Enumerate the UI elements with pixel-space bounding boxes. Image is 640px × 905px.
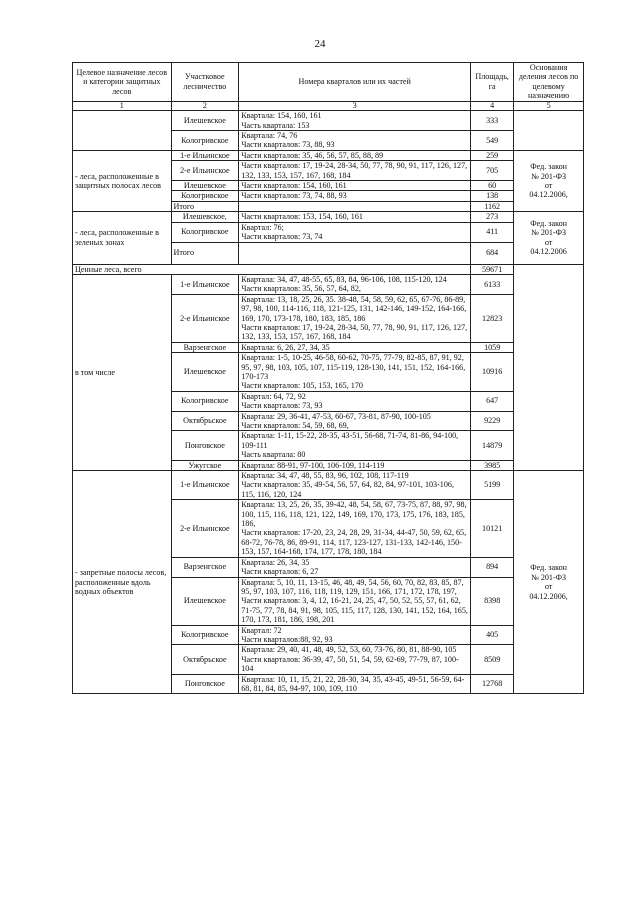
table-row-valuable-total <box>73 264 584 274</box>
forestry-cell: Илешевское <box>171 181 239 191</box>
category-cell: - леса, расположенные в зеленых зонах <box>73 212 172 264</box>
total-label: Итого <box>171 201 239 211</box>
quarters-cell: Части кварталов: 17, 19-24, 28-34, 50, 77, 78, 90, 91, 117, 126, 127, 132, 133, 153, 157, 167, 168, 184 <box>239 161 471 181</box>
forestry-cell: 1-е Ильинское <box>171 150 239 160</box>
header-forestry: Участковое лесничество <box>171 63 239 102</box>
basis-line: Фед. закон <box>530 162 567 172</box>
area-cell: 5199 <box>471 471 514 500</box>
table-row <box>73 471 584 500</box>
column-index-row <box>73 101 584 111</box>
quarters-cell <box>239 111 471 131</box>
forestry-cell: Илешевское <box>171 111 239 131</box>
area-cell: 405 <box>471 625 514 645</box>
quarters-line: Части кварталов: 73, 93 <box>241 401 323 411</box>
area-cell: 138 <box>471 191 514 201</box>
quarters-cell <box>239 391 471 411</box>
forestry-cell: Понговское <box>171 674 239 694</box>
basis-line: Фед. закон <box>530 219 567 229</box>
area-cell: 411 <box>471 222 514 242</box>
category-cell: - леса, расположенные в защитных полосах лесов <box>73 150 172 211</box>
quarters-cell <box>239 557 471 577</box>
quarters-cell <box>239 353 471 392</box>
table-row <box>73 150 584 160</box>
basis-line: 04.12.2006, <box>529 591 568 601</box>
column-index: 2 <box>171 101 239 111</box>
quarters-cell <box>239 625 471 645</box>
category-cell: - запретные полосы лесов, расположенные вдоль водных объектов <box>73 471 172 694</box>
quarters-line: Части кварталов: 3, 4, 12, 16-21, 24, 25, 47, 50, 52, 55, 57, 61, 62, 71-75, 77, 78, 84, 91, 98, 105, 115, 117, 128, 130, 141, 152, 164, 165, 170, 173, 181, 186, 198, 201 <box>241 596 468 625</box>
quarters-line: Части кварталов: 35, 56, 57, 64, 82, <box>241 284 361 294</box>
quarters-cell: Части кварталов: 154, 160, 161 <box>239 181 471 191</box>
page-number: 24 <box>314 38 326 50</box>
quarters-line: Квартала: 1-5, 10-25, 46-58, 60-62, 70-75, 77-79, 82-85, 87, 91, 92, 95, 97, 98, 103, 105, 107, 115-119, 128-130, 141, 151, 152, 164-166, 170-173 <box>241 353 466 381</box>
forestry-cell: Илешевское <box>171 353 239 392</box>
table-row <box>73 111 584 131</box>
basis-line: от <box>544 237 553 247</box>
quarters-line: Квартала: 13, 18, 25, 26, 35. 38-48, 54, 58, 59, 62, 65, 67-76, 86-89, 97, 98, 100, 114-116, 118, 121-125, 131, 142-146, 149-152, 164-166, 169, 170, 173-178, 180, 183, 185, 186 <box>241 294 467 323</box>
column-index: 5 <box>514 101 584 111</box>
basis-line: № 201-ФЗ <box>531 572 567 582</box>
area-cell: 8509 <box>471 645 514 674</box>
area-cell: 14879 <box>471 431 514 460</box>
forestry-cell: Кологривское <box>171 191 239 201</box>
forestry-cell: Илешевское <box>171 577 239 625</box>
category-cell: в том числе <box>73 274 172 470</box>
basis-line: № 201-ФЗ <box>531 171 567 181</box>
quarters-cell <box>239 411 471 431</box>
quarters-line: Части кварталов: 73, 88, 93 <box>241 140 335 150</box>
quarters-line: Части кварталов: 6, 27 <box>241 567 319 577</box>
quarters-cell: Части кварталов: 35, 46, 56, 57, 85, 88, 89 <box>239 150 471 160</box>
area-cell: 273 <box>471 212 514 222</box>
total-area: 684 <box>471 242 514 264</box>
table-row <box>73 212 584 222</box>
header-purpose: Целевое назначение лесов и категории защитных лесов <box>73 63 172 102</box>
quarters-cell <box>239 274 471 294</box>
quarters-cell: Части кварталов: 73, 74, 88, 93 <box>239 191 471 201</box>
forestry-cell: Понговское <box>171 431 239 460</box>
quarters-cell: Части кварталов: 153, 154, 160, 161 <box>239 212 471 222</box>
forestry-cell: Октябрьское <box>171 411 239 431</box>
quarters-cell: Квартала: 10, 11, 15, 21, 22, 28-30, 34, 35, 43-45, 49-51, 56-59, 64-68, 81, 84, 85, 94-97, 100, 109, 110 <box>239 674 471 694</box>
area-cell: 8398 <box>471 577 514 625</box>
quarters-line: Части кварталов: 35, 49-54, 56, 57, 64, 82, 84, 97-101, 103-106, 115, 116, 120, 124 <box>241 480 454 499</box>
quarters-line: Квартала: 26, 34, 35 <box>241 557 310 567</box>
quarters-line: Части кварталов:88, 92, 93 <box>241 634 333 644</box>
forestry-cell: Кологривское <box>171 391 239 411</box>
area-cell: 9229 <box>471 411 514 431</box>
forestry-cell: Варзенгское <box>171 557 239 577</box>
basis-line: 04.12.2006, <box>529 190 568 200</box>
quarters-line: Квартал: 76; <box>241 222 284 232</box>
basis-cell-empty <box>514 264 584 471</box>
forestry-cell: 1-е Ильинское <box>171 471 239 500</box>
area-cell: 259 <box>471 150 514 160</box>
quarters-line: Часть квартала: 80 <box>241 450 306 460</box>
column-index: 3 <box>239 101 471 111</box>
valuable-total-area: 59671 <box>471 264 514 274</box>
basis-cell <box>514 212 584 264</box>
area-cell: 333 <box>471 111 514 131</box>
basis-cell <box>514 471 584 694</box>
quarters-line: Квартала: 5, 10, 11, 13-15, 46, 48, 49, 54, 56, 60, 70, 82, 83, 85, 87, 95, 97, 103, 107, 116, 118, 119, 129, 151, 166, 171, 172, 178, 197, <box>241 577 464 596</box>
header-quarters: Номера кварталов или их частей <box>239 63 471 102</box>
column-index: 4 <box>471 101 514 111</box>
forestry-cell: 2-е Ильинское <box>171 161 239 181</box>
area-cell: 10121 <box>471 500 514 557</box>
quarters-cell <box>239 222 471 242</box>
basis-cell <box>514 150 584 211</box>
quarters-line: Квартала: 34, 47, 48-55, 65, 83, 84, 96-106, 108, 115-120, 124 <box>241 274 447 284</box>
quarters-cell: Квартала: 6, 26, 27, 34, 35 <box>239 342 471 352</box>
quarters-cell-empty <box>239 201 471 211</box>
basis-line: от <box>544 582 553 592</box>
quarters-line: Квартала: 34, 47, 48, 55, 83, 96, 102, 108, 117-119 <box>241 471 409 481</box>
forestry-cell: Ужугское <box>171 460 239 470</box>
area-cell: 647 <box>471 391 514 411</box>
area-cell: 1059 <box>471 342 514 352</box>
quarters-line: Части кварталов: 73, 74 <box>241 232 323 242</box>
area-cell: 3985 <box>471 460 514 470</box>
quarters-line: Квартала: 29, 36-41, 47-53, 60-67, 73-81, 87-90, 100-105 <box>241 411 431 421</box>
forestry-cell: Кологривское <box>171 222 239 242</box>
quarters-cell: Квартала: 88-91, 97-100, 106-109, 114-119 <box>239 460 471 470</box>
table-header-row <box>73 63 584 102</box>
column-index: 1 <box>73 101 172 111</box>
forestry-cell: 2-е Ильинское <box>171 500 239 557</box>
total-area: 1162 <box>471 201 514 211</box>
quarters-line: Квартала: 154, 160, 161 <box>241 111 322 121</box>
area-cell: 60 <box>471 181 514 191</box>
quarters-cell <box>239 577 471 625</box>
basis-line: Фед. закон <box>530 563 567 573</box>
table-row <box>73 274 584 294</box>
area-cell: 549 <box>471 131 514 151</box>
quarters-line: Части кварталов: 36-39, 47, 50, 51, 54, 59, 62-69, 77-79, 87, 100-104 <box>241 654 459 674</box>
area-cell: 10916 <box>471 353 514 392</box>
forest-purpose-table <box>72 62 584 694</box>
quarters-line: Квартал: 72 <box>241 625 282 635</box>
quarters-line: Квартала: 29, 40, 41, 48, 49, 52, 53, 60, 73-76, 80, 81, 88-90, 105 <box>241 645 457 655</box>
quarters-line: Части кварталов: 105, 153, 165, 170 <box>241 381 363 391</box>
forestry-cell: Варзенгское <box>171 342 239 352</box>
area-cell: 894 <box>471 557 514 577</box>
quarters-cell <box>239 294 471 342</box>
forestry-cell: Кологривское <box>171 625 239 645</box>
quarters-cell <box>239 645 471 674</box>
area-cell: 6133 <box>471 274 514 294</box>
quarters-cell <box>239 431 471 460</box>
basis-line: № 201-ФЗ <box>531 228 567 238</box>
area-cell: 12823 <box>471 294 514 342</box>
quarters-cell <box>239 471 471 500</box>
quarters-line: Части кварталов: 17-20, 23, 24, 28, 29, 31-34, 44-47, 50, 59, 62, 65, 68-72, 76-78, 86, 89-91, 114, 117, 123-127, 131-133, 142-146, 150-153, 157, 164-168, 174, 177, 178, 180, 184 <box>241 528 467 557</box>
quarters-line: Квартала: 13, 25, 26, 35, 39-42, 48, 54, 58, 67, 73-75, 87, 88, 97, 98, 100, 115, 116, 118, 121, 122, 149, 169, 170, 173, 175, 176, 183, 185, 186, <box>241 500 467 529</box>
purpose-cell-empty <box>73 111 172 151</box>
area-cell: 12768 <box>471 674 514 694</box>
quarters-line: Квартала: 74, 76 <box>241 131 298 141</box>
forestry-cell: Октябрьское <box>171 645 239 674</box>
header-area: Площадь, га <box>471 63 514 102</box>
quarters-line: Части кварталов: 17, 19-24, 28-34, 50, 77, 78, 90, 91, 117, 126, 127, 132, 133, 153, 157, 167, 168, 184 <box>241 322 468 342</box>
basis-line: от <box>544 181 553 191</box>
valuable-total-label: Ценные леса, всего <box>73 264 471 274</box>
forestry-cell: 1-е Ильинское <box>171 274 239 294</box>
quarters-cell-empty <box>239 242 471 264</box>
quarters-line: Квартала: 1-11, 15-22, 28-35, 43-51, 56-68, 71-74, 81-86, 94-100, 109-111 <box>241 431 459 450</box>
quarters-cell <box>239 131 471 151</box>
header-basis: Основания деления лесов по целевому назначению <box>514 63 584 102</box>
quarters-line: Квартал: 64, 72, 92 <box>241 391 306 401</box>
quarters-cell <box>239 500 471 557</box>
forestry-cell: Илешевское, <box>171 212 239 222</box>
quarters-line: Части кварталов: 54, 59, 68, 69, <box>241 421 349 430</box>
basis-cell-empty <box>514 111 584 151</box>
area-cell: 705 <box>471 161 514 181</box>
basis-line: 04.12.2006 <box>530 247 567 257</box>
forestry-cell: 2-е Ильинское <box>171 294 239 342</box>
forestry-cell: Кологривское <box>171 131 239 151</box>
total-label: Итого <box>171 242 239 264</box>
quarters-line: Часть квартала: 153 <box>241 120 310 130</box>
